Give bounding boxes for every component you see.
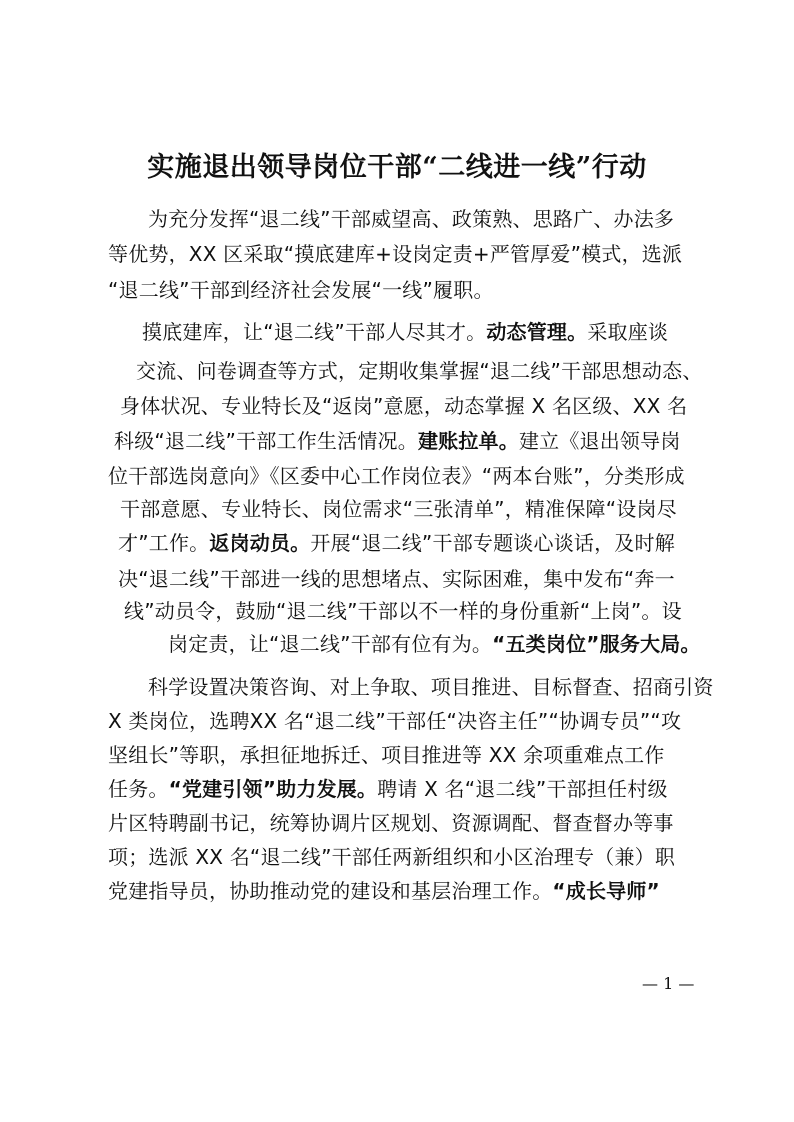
text-line [136, 356, 703, 386]
text-line [108, 239, 682, 269]
body-text: 等优势，XX 区采取“摸底建库+设岗定责+严管厚爱”模式，选派 [108, 242, 683, 266]
text-line [124, 596, 682, 626]
text-line [108, 876, 660, 906]
text-line [142, 317, 668, 347]
text-line [120, 494, 677, 524]
body-text: 开展“退二线”干部专题谈心谈话，及时解 [310, 531, 675, 555]
text-line [108, 740, 664, 770]
body-text: 建立《退出领导岗 [518, 429, 681, 453]
body-text: 交流、问卷调查等方式，定期收集掌握“退二线”干部思想动态、 [136, 359, 703, 383]
body-text: 为充分发挥“退二线”干部威望高、政策熟、思路广、办法多 [148, 207, 675, 231]
bold-heading-text: 返岗动员。 [209, 531, 311, 555]
text-line [108, 808, 674, 838]
bold-heading-text: “五类岗位”服务大局。 [492, 632, 701, 656]
text-line [114, 426, 681, 456]
text-line [118, 528, 675, 558]
text-line [148, 204, 674, 234]
body-text: 科级“退二线”干部工作生活情况。 [114, 429, 418, 453]
bold-heading-text: 建账拉单。 [417, 429, 519, 453]
body-text: 科学设置决策咨询、对上争取、项目推进、目标督查、招商引资 [148, 675, 714, 699]
body-text: 坚组长”等职，承担征地拆迁、项目推进等 XX 余项重难点工作 [108, 743, 665, 767]
bold-heading-text: “成长导师” [552, 879, 660, 903]
body-text: 干部意愿、专业特长、岗位需求“三张清单”，精准保障“设岗尽 [120, 497, 677, 521]
text-line [108, 842, 675, 872]
document-title: 实施退出领导岗位干部“二线进一线”行动 [147, 152, 647, 183]
text-line [108, 461, 685, 491]
body-text: 党建指导员，协助推动党的建设和基层治理工作。 [108, 879, 553, 903]
body-text: 采取座谈 [587, 320, 669, 344]
text-line [168, 629, 701, 659]
body-text: 摸底建库，让“退二线”干部人尽其才。 [142, 320, 487, 344]
body-text: 位干部选岗意向》《区委中心工作岗位表》“两本台账”，分类形成 [108, 464, 685, 488]
body-text: 身体状况、专业特长及“返岗”意愿，动态掌握 X 名区级、XX 名 [120, 394, 688, 418]
body-text: “退二线”干部到经济社会发展“一线”履职。 [108, 278, 494, 302]
body-text: 项；选派 XX 名“退二线”干部任两新组织和小区治理专（兼）职 [108, 845, 676, 869]
body-text: 线”动员令，鼓励“退二线”干部以不一样的身份重新“上岗”。设 [124, 599, 682, 623]
text-line [118, 564, 675, 594]
body-text: X 类岗位，选聘XX 名“退二线”干部任“决咨主任”“协调专员”“攻 [108, 709, 682, 733]
text-line [108, 275, 494, 305]
body-text: 聘请 X 名“退二线”干部担任村级 [377, 777, 668, 801]
body-text: 才”工作。 [118, 531, 210, 555]
text-line [148, 672, 714, 702]
text-line [120, 391, 687, 421]
body-text: 片区特聘副书记，统筹协调片区规划、资源调配、督查督办等事 [108, 811, 674, 835]
bold-heading-text: “党建引领”助力发展。 [168, 777, 378, 801]
body-text: 岗定责，让“退二线”干部有位有为。 [168, 632, 493, 656]
text-line [108, 706, 681, 736]
bold-heading-text: 动态管理。 [486, 320, 588, 344]
body-text: 任务。 [108, 777, 169, 801]
body-text: 决“退二线”干部进一线的思想堵点、实际困难，集中发布“奔一 [118, 567, 675, 591]
page-number: — 1 — [642, 974, 695, 993]
text-line [108, 774, 668, 804]
